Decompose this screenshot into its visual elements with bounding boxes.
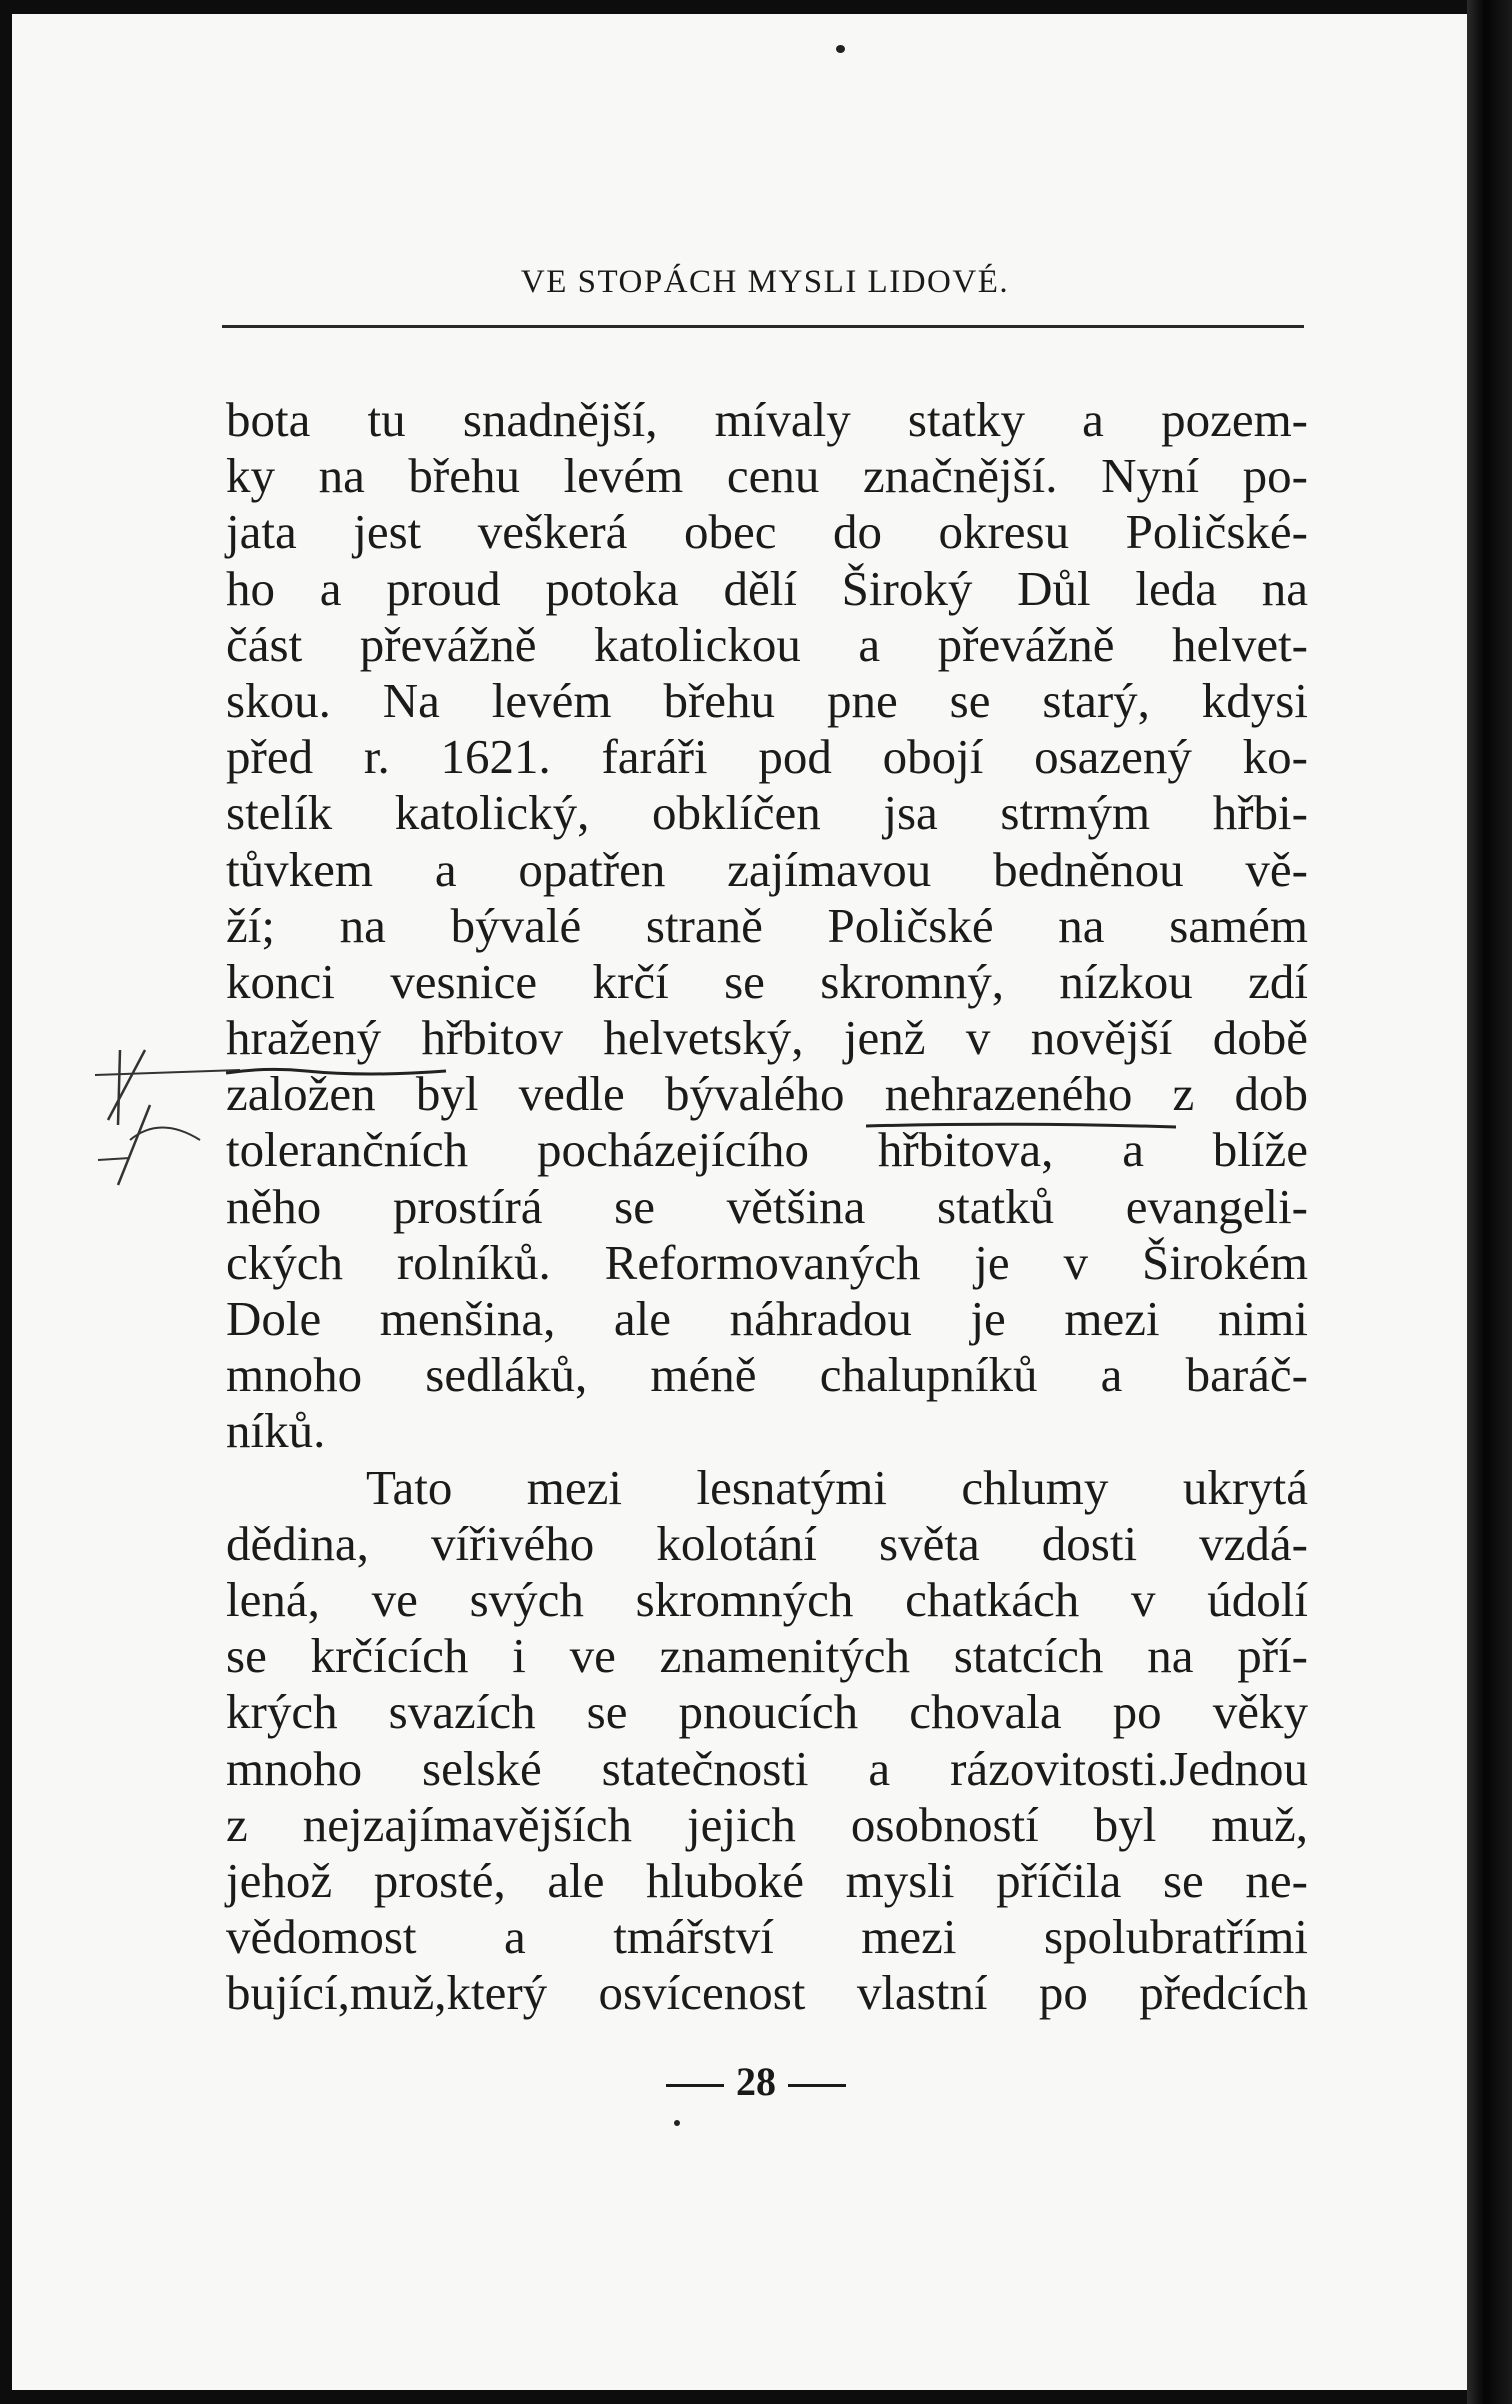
text-line: před r. 1621. faráři pod obojí osazený ko- — [226, 729, 1308, 785]
text-line: Dole menšina, ale náhradou je mezi nimi — [226, 1291, 1308, 1346]
text-line: dědina, vířivého kolotání světa dosti vzdá- — [226, 1515, 1308, 1571]
text-line: něho prostírá se většina statků evangeli- — [226, 1178, 1308, 1234]
text-line: založen byl vedle bývalého nehrazeného z dob — [226, 1066, 1308, 1122]
text-line: část převážně katolickou a převážně helvet- — [226, 616, 1308, 672]
text-line: vědomost a tmářství mezi spolubratřími — [226, 1909, 1308, 1965]
running-header: VE STOPÁCH MYSLI LIDOVÉ. — [520, 264, 1010, 300]
text-line: lená, ve svých skromných chatkách v údolí — [226, 1571, 1308, 1627]
page-number-value: 28 — [736, 2059, 776, 2104]
text-line: z nejzajímavějších jejich osobností byl muž, — [226, 1796, 1308, 1852]
text-line: bota tu snadnější, mívaly statky a pozem- — [226, 392, 1308, 447]
text-line: ží; na bývalé straně Poličské na samém — [226, 897, 1308, 953]
text-line: tůvkem a opatřen zajímavou bedněnou vě- — [226, 841, 1308, 897]
text-line: ho a proud potoka dělí Široký Důl leda na — [226, 560, 1308, 616]
header-rule — [222, 325, 1304, 328]
text-line: mnoho sedláků, méně chalupníků a baráč- — [226, 1347, 1308, 1403]
text-line: se krčících i ve znamenitých statcích na pří- — [226, 1628, 1308, 1684]
text-line: jata jest veškerá obec do okresu Poličské- — [226, 504, 1308, 560]
text-line: konci vesnice krčí se skromný, nízkou zdí — [226, 953, 1308, 1009]
page-number — [0, 2058, 1512, 2105]
underline-mark-1 — [226, 1065, 666, 1079]
text-line: ky na břehu levém cenu značnější. Nyní po- — [226, 448, 1308, 504]
ink-speck — [836, 45, 845, 53]
body-text — [226, 392, 1308, 2021]
text-line: stelík katolický, obklíčen jsa strmým hřbi- — [226, 785, 1308, 841]
page-number-dash-right — [788, 2084, 846, 2087]
text-line: krých svazích se pnoucích chovala po věky — [226, 1684, 1308, 1740]
text-line: skou. Na levém břehu pne se starý, kdysi — [226, 672, 1308, 728]
page-number-dash-left — [666, 2084, 724, 2087]
text-line: bující,muž,který osvícenost vlastní po předcích — [226, 1965, 1308, 2021]
page-edge-shadow — [1467, 0, 1512, 2404]
text-line: mnoho selské statečnosti a rázovitosti.Jednou — [226, 1740, 1308, 1796]
text-line: Tato mezi lesnatými chlumy ukrytá — [366, 1459, 1308, 1515]
text-line: jehož prosté, ale hluboké mysli příčila se ne- — [226, 1852, 1308, 1908]
pencil-margin-mark — [90, 1030, 240, 1200]
text-line: ckých rolníků. Reformovaných je v Širokém — [226, 1234, 1308, 1290]
underline-mark-2 — [866, 1120, 1186, 1132]
ink-speck — [674, 2120, 680, 2126]
text-line: hražený hřbitov helvetský, jenž v novější době — [226, 1010, 1308, 1066]
text-line: tolerančních pocházejícího hřbitova, a blíže — [226, 1122, 1308, 1178]
text-line: níků. — [226, 1403, 326, 1459]
